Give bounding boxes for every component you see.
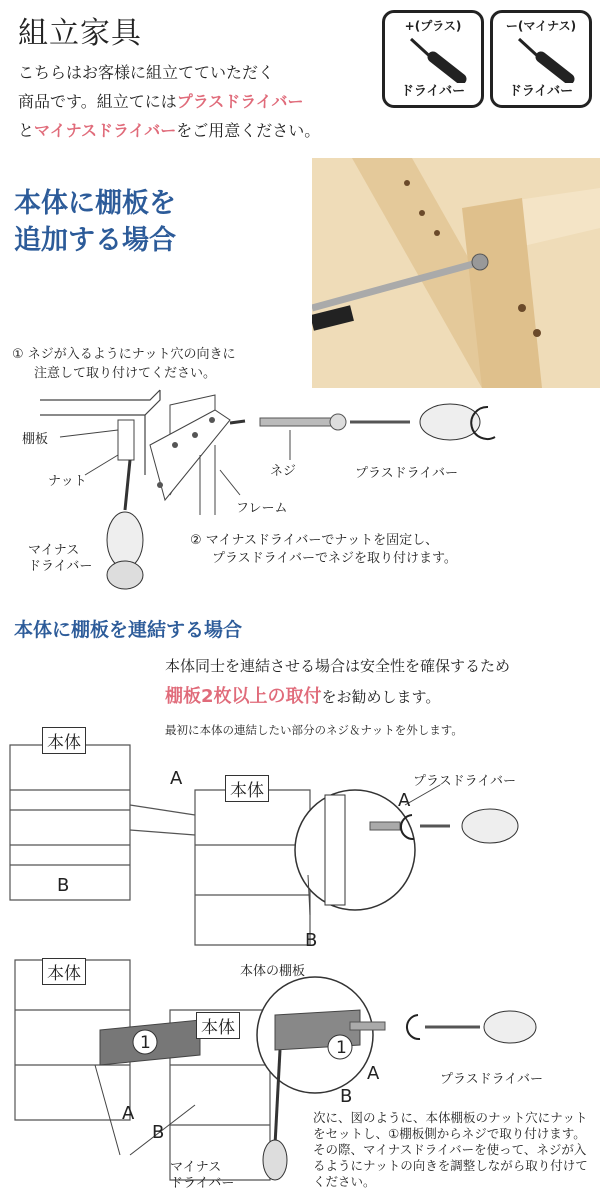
intro-line3c: をご用意ください。 [176,121,321,140]
minus-driver-card-top: ー(マイナス) [505,19,577,33]
step2-text [190,532,457,568]
body-label-4: 本体 [196,1012,240,1039]
section2-text-l2 [165,682,440,708]
plus-driver-card-top: +(プラス) [404,19,462,33]
intro-minus-driver: マイナスドライバー [34,121,177,140]
label-b-3: B [152,1122,165,1143]
label-minus2-l1: マイナス [170,1160,222,1175]
label-screw: ネジ [270,464,297,479]
label-a-4: A [367,1063,380,1084]
step2-l2: プラスドライバーでネジを取り付けます。 [212,551,457,566]
label-minus-l2: ドライバー [28,559,93,574]
screwdriver-icon [513,33,575,83]
label-shelf: 棚板 [22,432,49,447]
label-b-1: B [57,875,70,896]
label-minus-driver-2 [170,1160,234,1192]
body-label-1: 本体 [42,727,86,754]
intro-line1: こちらはお客様に組立てていただく [18,63,275,82]
label-b-4: B [340,1086,353,1107]
label-minus-l1: マイナス [28,543,80,558]
step1-text [12,345,236,383]
body-label-3: 本体 [42,958,86,985]
label-plus-driver-2: プラスドライバー [413,774,516,789]
label-body-shelf: 本体の棚板 [240,964,306,979]
assembly-photo [312,158,600,388]
plus-driver-card [382,10,484,108]
section2-text-l2b: をお勧めします。 [321,688,441,706]
intro-plus-driver: プラスドライバー [176,92,304,111]
circle-1-a: 1 [140,1033,151,1053]
label-nut: ナット [48,474,87,489]
step2-l1: ② マイナスドライバーでナットを固定し、 [190,533,439,548]
step1-l1: ① ネジが入るようにナット穴の向きに [12,347,236,362]
screwdriver-icon [405,33,467,83]
photo-illustration [312,158,600,388]
intro-text [18,58,388,145]
minus-driver-card [490,10,592,108]
circle-1-b: 1 [336,1038,347,1058]
label-a-2: A [398,790,411,811]
label-a-3: A [122,1103,135,1124]
section2-heading: 本体に棚板を連結する場合 [14,619,243,641]
label-minus2-l2: ドライバー [170,1176,235,1191]
body-label-2: 本体 [225,775,269,802]
section1-heading-l1: 本体に棚板を [14,188,176,219]
label-plus-driver-3: プラスドライバー [440,1072,543,1087]
section2-text-l1: 本体同士を連結させる場合は安全性を確保するため [165,657,511,675]
section2-sub: 最初に本体の連結したい部分のネジ＆ナットを外します。 [165,723,463,737]
diagram-connect-1 [0,735,600,950]
section1-heading [14,185,176,259]
section1-heading-l2: 追加する場合 [14,225,176,256]
section2-emphasis: 棚板2枚以上の取付 [165,686,322,707]
label-minus-driver [28,543,92,575]
intro-line3a: と [18,121,35,140]
intro-line2a: 商品です。組立てには [18,92,177,111]
page-title: 組立家具 [18,16,142,51]
label-plus-driver: プラスドライバー [355,466,458,481]
label-frame: フレーム [236,501,288,516]
step1-l2: 注意して取り付けてください。 [34,366,217,381]
final-note: 次に、図のように、本体棚板のナット穴にナットをセットし、①棚板側からネジで取り付けます。その際、マイナスドライバーを使って、ネジが入るようにナットの向きを調整しながら取り付けてください。 [313,1110,588,1189]
label-b-2: B [305,930,318,951]
label-a-1: A [170,768,183,789]
plus-driver-card-bottom: ドライバー [400,84,466,99]
minus-driver-card-bottom: ドライバー [508,84,574,99]
